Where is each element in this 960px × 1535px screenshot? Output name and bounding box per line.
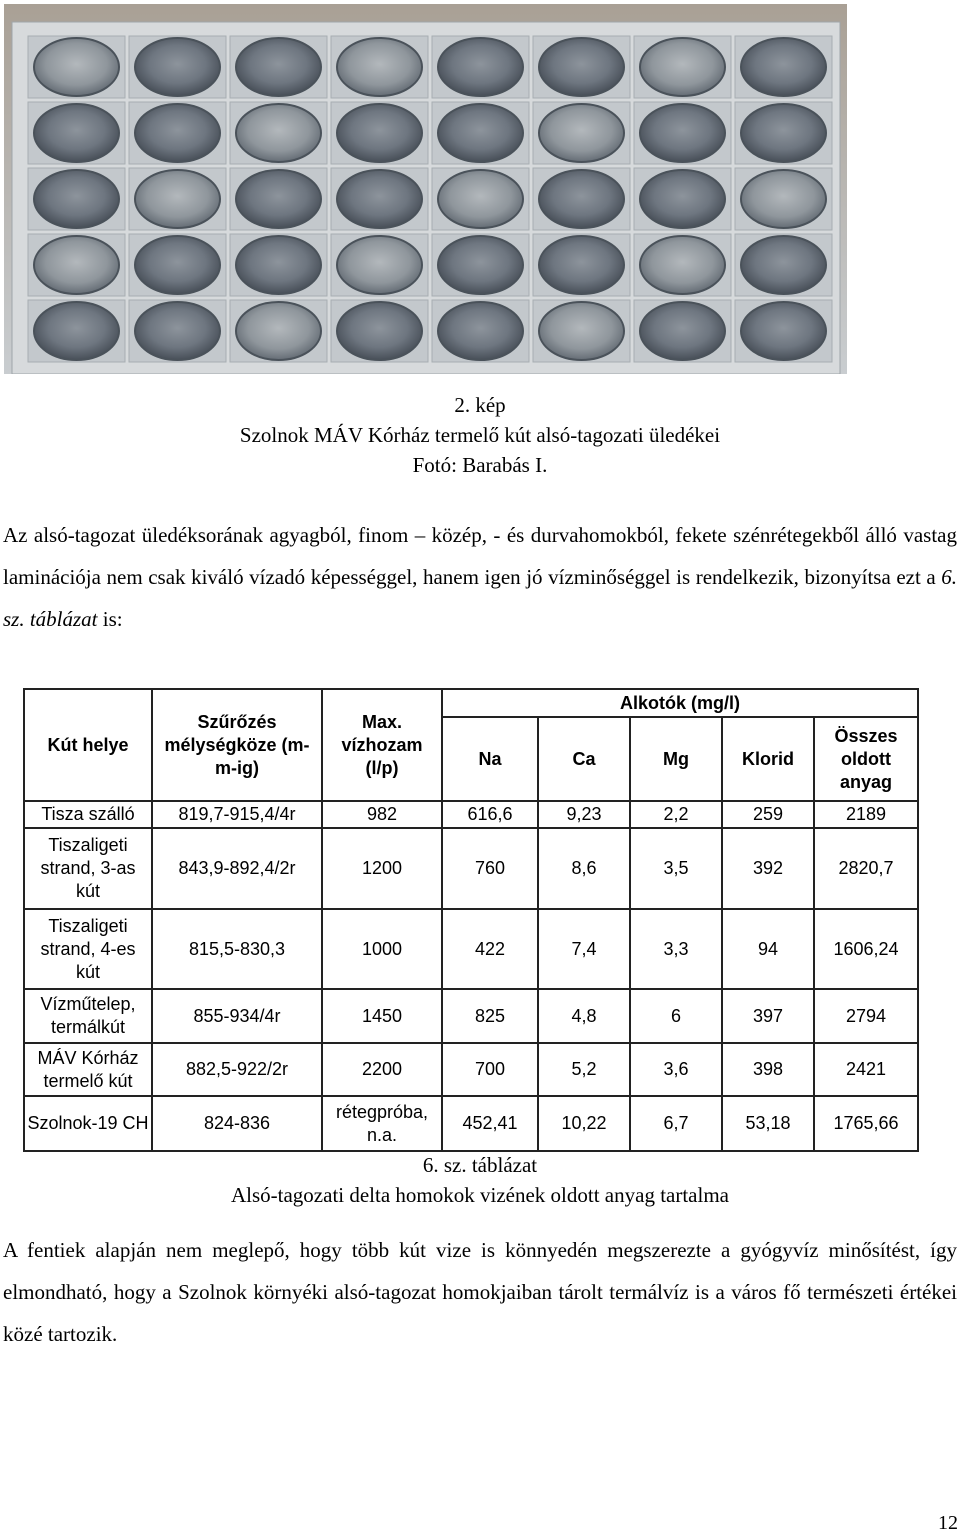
cell-ca: 8,6 [538,828,630,909]
cell-total: 2421 [814,1043,918,1096]
cell-total: 2794 [814,989,918,1043]
cell-yield: 1000 [322,909,442,989]
cell-na: 452,41 [442,1096,538,1151]
cell-yield: 982 [322,801,442,828]
cell-chloride: 398 [722,1043,814,1096]
cell-ca: 7,4 [538,909,630,989]
cell-depth: 819,7-915,4/4r [152,801,322,828]
cell-chloride: 53,18 [722,1096,814,1151]
table-reference: 6. sz. táblázat [3,565,957,631]
cell-mg: 6,7 [630,1096,722,1151]
header-depth: Szűrőzés mélységköze (m-m-ig) [152,689,322,801]
cell-ca: 4,8 [538,989,630,1043]
header-mg: Mg [630,717,722,801]
cell-depth: 815,5-830,3 [152,909,322,989]
conclusion-paragraph: A fentiek alapján nem meglepő, hogy több kút vize is könnyedén megszerezte a gyógyvíz minősítést, így elmondható, hogy a Szolnok környéki alsó-tagozat homokjaiban tárolt termálvíz is a város fő természeti értékei közé tartozik. [3,1238,957,1346]
table-row [24,828,918,909]
page-number: 12 [938,1512,958,1534]
intro-text: Az alsó-tagozat üledéksorának agyagból, finom – közép, - és durvahomokból, fekete szénrétegekből álló vastag laminációja nem csak kiváló vízadó képességgel, hanem igen jó vízminőséggel is rendelkezik, bizonyítsa ezt a [3,523,957,589]
cell-yield: rétegpróba, n.a. [322,1096,442,1151]
cell-total: 1765,66 [814,1096,918,1151]
table-row [24,909,918,989]
header-ca: Ca [538,717,630,801]
cell-ca: 10,22 [538,1096,630,1151]
sediment-core-photo [4,4,847,374]
table-caption [0,1150,960,1210]
cell-na: 760 [442,828,538,909]
cell-location: Tiszaligeti strand, 4-es kút [24,909,152,989]
header-yield: Max. vízhozam (l/p) [322,689,442,801]
header-components: Alkotók (mg/l) [442,689,918,717]
figure-credit: Fotó: Barabás I. [412,453,548,477]
cell-yield: 1200 [322,828,442,909]
cell-na: 616,6 [442,801,538,828]
cell-mg: 2,2 [630,801,722,828]
cell-mg: 6 [630,989,722,1043]
header-total: Összes oldott anyag [814,717,918,801]
cell-location: MÁV Kórház termelő kút [24,1043,152,1096]
intro-paragraph [3,514,957,640]
cell-yield: 2200 [322,1043,442,1096]
cell-depth: 824-836 [152,1096,322,1151]
table-caption-title: Alsó-tagozati delta homokok vizének oldott anyag tartalma [230,1183,729,1207]
table-caption-number: 6. sz. táblázat [422,1153,538,1177]
cell-depth: 843,9-892,4/2r [152,828,322,909]
table-row [24,801,918,828]
cell-location: Tisza szálló [24,801,152,828]
table-row [24,1096,918,1151]
cell-na: 825 [442,989,538,1043]
cell-mg: 3,6 [630,1043,722,1096]
core-tray [12,22,840,374]
cell-chloride: 397 [722,989,814,1043]
cell-ca: 5,2 [538,1043,630,1096]
cell-total: 2820,7 [814,828,918,909]
table-row [24,1043,918,1096]
header-location: Kút helye [24,689,152,801]
cell-na: 700 [442,1043,538,1096]
cell-location: Szolnok-19 CH [24,1096,152,1151]
cell-ca: 9,23 [538,801,630,828]
cell-chloride: 259 [722,801,814,828]
water-composition-table [23,688,919,1152]
cell-chloride: 392 [722,828,814,909]
figure-number: 2. kép [454,393,506,417]
cell-mg: 3,5 [630,828,722,909]
cell-total: 2189 [814,801,918,828]
cell-depth: 855-934/4r [152,989,322,1043]
cell-yield: 1450 [322,989,442,1043]
figure-caption [0,390,960,480]
cell-mg: 3,3 [630,909,722,989]
cell-location: Vízműtelep, termálkút [24,989,152,1043]
header-na: Na [442,717,538,801]
figure-title: Szolnok MÁV Kórház termelő kút alsó-tagozati üledékei [239,423,721,447]
table-row [24,989,918,1043]
intro-text-end: is: [97,607,123,631]
cell-chloride: 94 [722,909,814,989]
header-chloride: Klorid [722,717,814,801]
cell-total: 1606,24 [814,909,918,989]
cell-depth: 882,5-922/2r [152,1043,322,1096]
cell-na: 422 [442,909,538,989]
cell-location: Tiszaligeti strand, 3-as kút [24,828,152,909]
